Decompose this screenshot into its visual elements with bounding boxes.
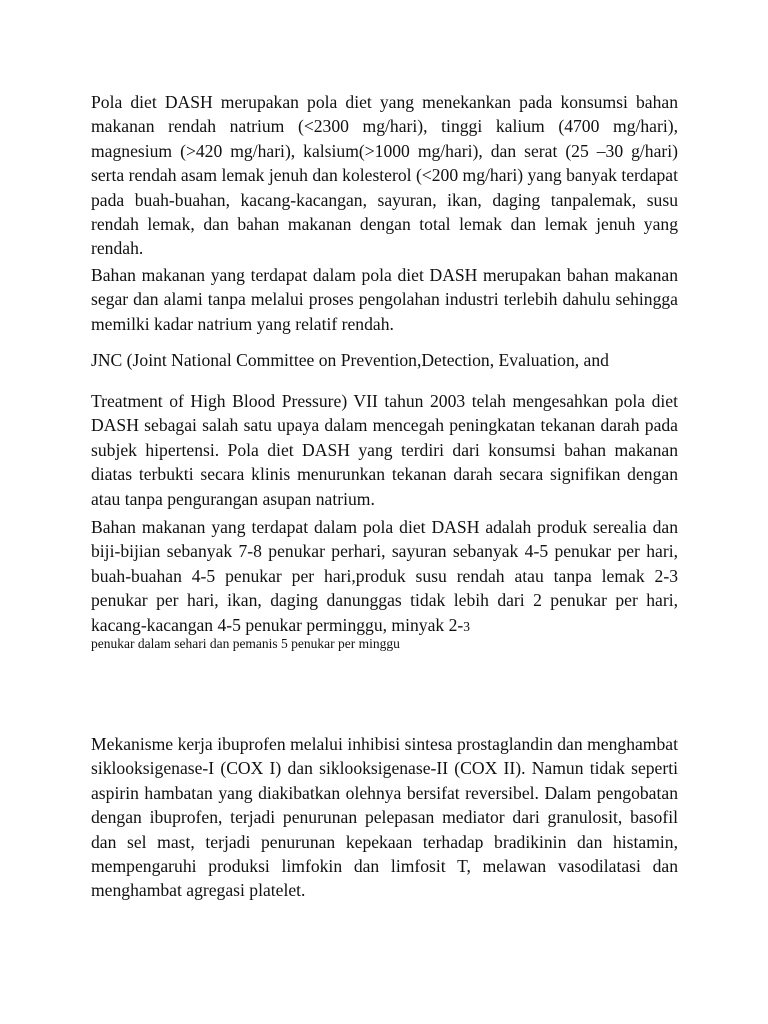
paragraph-dash-food-characteristics: Bahan makanan yang terdapat dalam pola diet DASH merupakan bahan makanan segar dan alami tanpa melalui proses pengolahan industri terlebih dahulu sehingga memilki kadar natrium yang relatif rendah. (91, 265, 678, 334)
paragraph-dash-diet-definition: Pola diet DASH merupakan pola diet yang menekankan pada konsumsi bahan makanan rendah natrium (<2300 mg/hari), tinggi kalium (4700 mg/hari), magnesium (>420 mg/hari), kalsium(>1000 mg/hari), dan serat (25 –30 g/hari) serta rendah asam lemak jenuh dan kolesterol (<200 mg/hari) yang banyak terdapat pada buah-buahan, kacang-kacangan, sayuran, ikan, daging tanpalemak, susu rendah lemak, dan bahan makanan dengan total lemak dan lemak jenuh yang rendah. (91, 92, 678, 259)
paragraph-jnc-endorsement: Treatment of High Blood Pressure) VII tahun 2003 telah mengesahkan pola diet DASH sebagai salah satu upaya dalam mencegah peningkatan tekanan darah pada subjek hipertensi. Pola diet DASH yang terdiri dari konsumsi bahan makanan diatas terbukti secara klinis menurunkan tekanan darah secara signifikan dengan atau tanpa pengurangan asupan natrium. (91, 391, 678, 509)
paragraph-dash-servings-small-line: penukar dalam sehari dan pemanis 5 penukar per minggu (91, 636, 400, 651)
paragraph-jnc-heading-line: JNC (Joint National Committee on Prevention,Detection, Evaluation, and (91, 350, 609, 370)
paragraph-dash-servings (91, 515, 678, 639)
paragraph-dash-servings-tail: 3 (463, 618, 471, 634)
paragraph-dash-servings-main: Bahan makanan yang terdapat dalam pola diet DASH adalah produk serealia dan biji-bijian sebanyak 7-8 penukar perhari, sayuran sebanyak 4-5 penukar per hari, buah-buahan 4-5 penukar per hari,produk susu rendah atau tanpa lemak 2-3 penukar per hari, ikan, daging danunggas tidak lebih dari 2 penukar per hari, kacang-kacangan 4-5 penukar perminggu, minyak 2- (91, 517, 678, 635)
paragraph-ibuprofen-mechanism: Mekanisme kerja ibuprofen melalui inhibisi sintesa prostaglandin dan menghambat siklooksigenase-I (COX I) dan siklooksigenase-II (COX II). Namun tidak seperti aspirin hambatan yang diakibatkan olehnya bersifat reversibel. Dalam pengobatan dengan ibuprofen, terjadi penurunan pelepasan mediator dari granulosit, basofil dan sel mast, terjadi penurunan kepekaan terhadap bradikinin dan histamin, mempengaruhi produksi limfokin dan limfosit T, melawan vasodilatasi dan menghambat agregasi platelet. (91, 734, 678, 901)
